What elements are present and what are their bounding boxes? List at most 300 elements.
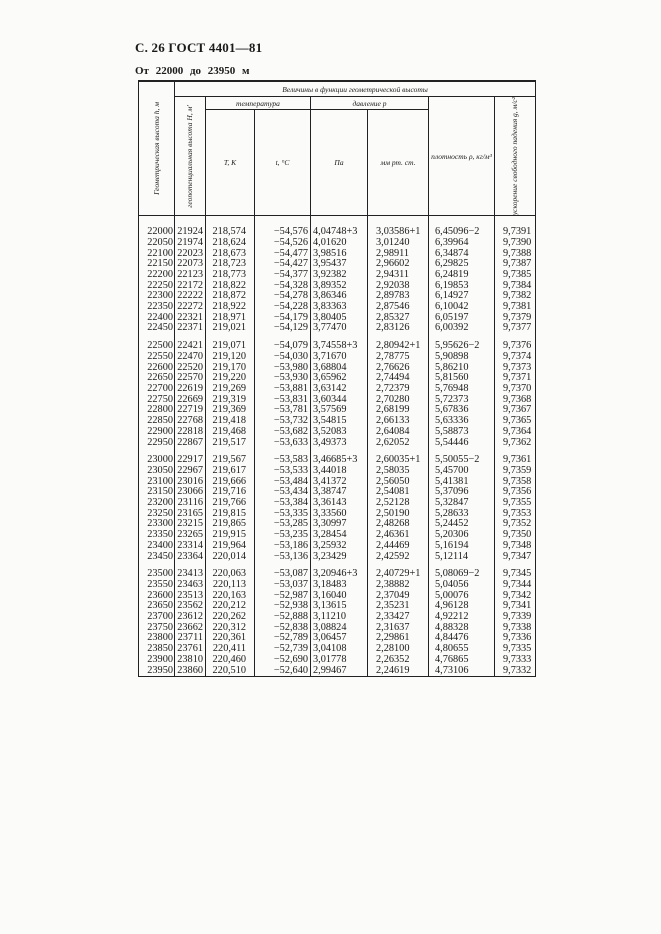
- cell-h: 23700: [139, 612, 175, 623]
- cell-mm: 2,46361: [368, 530, 429, 541]
- cell-pa: 3,71670: [311, 352, 368, 363]
- cell-H: 23066: [175, 487, 206, 498]
- range-title: [135, 65, 254, 77]
- cell-T: 218,822: [206, 281, 255, 292]
- cell-pa: 3,23429: [311, 552, 368, 563]
- table-row: [139, 541, 536, 552]
- cell-t: −53,285: [255, 519, 311, 530]
- cell-T: 219,964: [206, 541, 255, 552]
- cell-T: 219,617: [206, 466, 255, 477]
- cell-mm: 2,37049: [368, 591, 429, 602]
- header-t-unit: t, °С: [255, 110, 311, 216]
- cell-h: 23600: [139, 591, 175, 602]
- table-row: [139, 666, 536, 677]
- cell-rho: 6,00392: [429, 323, 495, 334]
- cell-h: 22550: [139, 352, 175, 363]
- cell-g: 9,7381: [495, 302, 536, 313]
- atmosphere-table: [138, 80, 536, 677]
- cell-mm: 2,35231: [368, 601, 429, 612]
- cell-g: 9,7341: [495, 601, 536, 612]
- cell-mm: 2,50190: [368, 509, 429, 520]
- cell-h: 22800: [139, 405, 175, 416]
- cell-T: 220,163: [206, 591, 255, 602]
- cell-h: 22900: [139, 427, 175, 438]
- cell-t: −53,831: [255, 395, 311, 406]
- cell-rho: 6,10042: [429, 302, 495, 313]
- cell-mm: 2,98911: [368, 249, 429, 260]
- cell-h: 23400: [139, 541, 175, 552]
- cell-mm: 2,38882: [368, 580, 429, 591]
- cell-pa: 3,83363: [311, 302, 368, 313]
- cell-pa: 3,65962: [311, 373, 368, 384]
- cell-t: −53,186: [255, 541, 311, 552]
- cell-pa: 3,46685+3: [311, 455, 368, 466]
- cell-T: 220,014: [206, 552, 255, 563]
- cell-t: −53,434: [255, 487, 311, 498]
- cell-T: 219,815: [206, 509, 255, 520]
- cell-H: 23761: [175, 644, 206, 655]
- cell-pa: 3,41372: [311, 477, 368, 488]
- cell-H: 23662: [175, 623, 206, 634]
- cell-g: 9,7364: [495, 427, 536, 438]
- cell-T: 218,773: [206, 270, 255, 281]
- cell-mm: 2,87546: [368, 302, 429, 313]
- cell-H: 22371: [175, 323, 206, 334]
- cell-T: 220,262: [206, 612, 255, 623]
- cell-g: 9,7368: [495, 395, 536, 406]
- cell-t: −53,583: [255, 455, 311, 466]
- cell-g: 9,7336: [495, 633, 536, 644]
- header-geom-height: Геометрическая высота h, м: [139, 81, 175, 216]
- header-group: Величины в функции геометрической высоты: [175, 81, 536, 97]
- cell-T: 219,865: [206, 519, 255, 530]
- cell-pa: 4,01620: [311, 238, 368, 249]
- cell-h: 22350: [139, 302, 175, 313]
- header-temperature: температура: [206, 97, 311, 110]
- cell-g: 9,7391: [495, 227, 536, 238]
- cell-mm: 2,42592: [368, 552, 429, 563]
- cell-g: 9,7345: [495, 569, 536, 580]
- cell-mm: 2,96602: [368, 259, 429, 270]
- cell-h: 23150: [139, 487, 175, 498]
- cell-mm: 2,33427: [368, 612, 429, 623]
- cell-g: 9,7370: [495, 384, 536, 395]
- cell-g: 9,7385: [495, 270, 536, 281]
- cell-H: 22867: [175, 438, 206, 449]
- cell-h: 23900: [139, 655, 175, 666]
- cell-T: 218,971: [206, 313, 255, 324]
- cell-t: −54,477: [255, 249, 311, 260]
- cell-rho: 5,41381: [429, 477, 495, 488]
- cell-mm: 2,94311: [368, 270, 429, 281]
- cell-mm: 2,60035+1: [368, 455, 429, 466]
- cell-pa: 3,25932: [311, 541, 368, 552]
- cell-t: −53,781: [255, 405, 311, 416]
- cell-mm: 2,72379: [368, 384, 429, 395]
- cell-t: −54,278: [255, 291, 311, 302]
- cell-h: 22000: [139, 227, 175, 238]
- cell-rho: 4,88328: [429, 623, 495, 634]
- cell-mm: 2,92038: [368, 281, 429, 292]
- header-pressure: давление p: [311, 97, 429, 110]
- cell-T: 219,766: [206, 498, 255, 509]
- cell-T: 219,915: [206, 530, 255, 541]
- cell-h: 23000: [139, 455, 175, 466]
- cell-rho: 5,50055−2: [429, 455, 495, 466]
- cell-rho: 5,58873: [429, 427, 495, 438]
- cell-rho: 5,00076: [429, 591, 495, 602]
- cell-h: 23050: [139, 466, 175, 477]
- cell-rho: 5,16194: [429, 541, 495, 552]
- cell-T: 219,567: [206, 455, 255, 466]
- cell-H: 23314: [175, 541, 206, 552]
- cell-rho: 5,81560: [429, 373, 495, 384]
- cell-g: 9,7353: [495, 509, 536, 520]
- cell-H: 22967: [175, 466, 206, 477]
- cell-rho: 5,45700: [429, 466, 495, 477]
- cell-t: −53,682: [255, 427, 311, 438]
- table-row: [139, 238, 536, 249]
- cell-t: −54,079: [255, 341, 311, 352]
- cell-h: 22300: [139, 291, 175, 302]
- cell-rho: 5,67836: [429, 405, 495, 416]
- cell-t: −53,235: [255, 530, 311, 541]
- cell-rho: 6,24819: [429, 270, 495, 281]
- cell-H: 22421: [175, 341, 206, 352]
- cell-rho: 5,24452: [429, 519, 495, 530]
- cell-pa: 3,57569: [311, 405, 368, 416]
- cell-t: −53,335: [255, 509, 311, 520]
- cell-h: 22650: [139, 373, 175, 384]
- cell-pa: 3,11210: [311, 612, 368, 623]
- cell-H: 22123: [175, 270, 206, 281]
- cell-g: 9,7342: [495, 591, 536, 602]
- cell-T: 219,716: [206, 487, 255, 498]
- cell-t: −54,129: [255, 323, 311, 334]
- cell-mm: 2,68199: [368, 405, 429, 416]
- cell-H: 22222: [175, 291, 206, 302]
- cell-t: −53,484: [255, 477, 311, 488]
- cell-rho: 5,08069−2: [429, 569, 495, 580]
- cell-H: 22321: [175, 313, 206, 324]
- cell-H: 22470: [175, 352, 206, 363]
- cell-rho: 6,05197: [429, 313, 495, 324]
- cell-pa: 3,33560: [311, 509, 368, 520]
- cell-H: 23116: [175, 498, 206, 509]
- cell-g: 9,7390: [495, 238, 536, 249]
- cell-g: 9,7332: [495, 666, 536, 677]
- cell-pa: 3,16040: [311, 591, 368, 602]
- cell-pa: 3,06457: [311, 633, 368, 644]
- cell-mm: 3,01240: [368, 238, 429, 249]
- cell-rho: 5,76948: [429, 384, 495, 395]
- cell-H: 22917: [175, 455, 206, 466]
- cell-pa: 3,44018: [311, 466, 368, 477]
- cell-rho: 5,04056: [429, 580, 495, 591]
- cell-rho: 4,76865: [429, 655, 495, 666]
- cell-t: −52,789: [255, 633, 311, 644]
- cell-mm: 2,58035: [368, 466, 429, 477]
- cell-t: −53,037: [255, 580, 311, 591]
- cell-T: 218,673: [206, 249, 255, 260]
- cell-pa: 3,01778: [311, 655, 368, 666]
- cell-rho: 5,90898: [429, 352, 495, 363]
- cell-t: −54,526: [255, 238, 311, 249]
- cell-rho: 4,80655: [429, 644, 495, 655]
- cell-H: 22669: [175, 395, 206, 406]
- cell-pa: 3,38747: [311, 487, 368, 498]
- cell-h: 23800: [139, 633, 175, 644]
- cell-h: 23250: [139, 509, 175, 520]
- cell-g: 9,7344: [495, 580, 536, 591]
- cell-H: 23513: [175, 591, 206, 602]
- cell-pa: 3,52083: [311, 427, 368, 438]
- cell-T: 220,212: [206, 601, 255, 612]
- cell-g: 9,7379: [495, 313, 536, 324]
- cell-rho: 6,29825: [429, 259, 495, 270]
- cell-pa: 3,80405: [311, 313, 368, 324]
- cell-t: −52,888: [255, 612, 311, 623]
- cell-T: 220,411: [206, 644, 255, 655]
- cell-T: 219,120: [206, 352, 255, 363]
- cell-rho: 6,39964: [429, 238, 495, 249]
- cell-h: 22200: [139, 270, 175, 281]
- cell-g: 9,7367: [495, 405, 536, 416]
- cell-h: 22700: [139, 384, 175, 395]
- cell-rho: 5,28633: [429, 509, 495, 520]
- cell-H: 22570: [175, 373, 206, 384]
- cell-g: 9,7339: [495, 612, 536, 623]
- cell-mm: 2,28100: [368, 644, 429, 655]
- cell-H: 22023: [175, 249, 206, 260]
- cell-h: 23450: [139, 552, 175, 563]
- cell-mm: 2,31637: [368, 623, 429, 634]
- cell-rho: 5,72373: [429, 395, 495, 406]
- cell-g: 9,7355: [495, 498, 536, 509]
- cell-T: 220,460: [206, 655, 255, 666]
- cell-g: 9,7338: [495, 623, 536, 634]
- cell-t: −52,690: [255, 655, 311, 666]
- cell-h: 23300: [139, 519, 175, 530]
- cell-pa: 3,20946+3: [311, 569, 368, 580]
- cell-t: −54,179: [255, 313, 311, 324]
- cell-h: 22450: [139, 323, 175, 334]
- header-density: плотность ρ, кг/м³: [429, 97, 495, 216]
- cell-H: 22520: [175, 363, 206, 374]
- cell-H: 23711: [175, 633, 206, 644]
- cell-H: 23165: [175, 509, 206, 520]
- cell-H: 21924: [175, 227, 206, 238]
- cell-rho: 4,84476: [429, 633, 495, 644]
- cell-g: 9,7388: [495, 249, 536, 260]
- cell-rho: 5,37096: [429, 487, 495, 498]
- cell-pa: 3,13615: [311, 601, 368, 612]
- cell-pa: 3,74558+3: [311, 341, 368, 352]
- cell-rho: 5,54446: [429, 438, 495, 449]
- range-from: От: [135, 65, 149, 77]
- cell-g: 9,7333: [495, 655, 536, 666]
- cell-h: 22050: [139, 238, 175, 249]
- cell-mm: 2,78775: [368, 352, 429, 363]
- cell-pa: 3,77470: [311, 323, 368, 334]
- cell-t: −54,427: [255, 259, 311, 270]
- cell-pa: 3,08824: [311, 623, 368, 634]
- cell-pa: 3,18483: [311, 580, 368, 591]
- cell-mm: 2,62052: [368, 438, 429, 449]
- cell-T: 218,872: [206, 291, 255, 302]
- cell-h: 22150: [139, 259, 175, 270]
- cell-h: 22600: [139, 363, 175, 374]
- cell-rho: 4,96128: [429, 601, 495, 612]
- cell-H: 22172: [175, 281, 206, 292]
- range-start: 22000: [155, 65, 184, 77]
- cell-H: 23265: [175, 530, 206, 541]
- cell-t: −54,030: [255, 352, 311, 363]
- cell-H: 23860: [175, 666, 206, 677]
- cell-T: 219,269: [206, 384, 255, 395]
- cell-T: 220,361: [206, 633, 255, 644]
- cell-H: 23215: [175, 519, 206, 530]
- cell-h: 22850: [139, 416, 175, 427]
- cell-rho: 5,63336: [429, 416, 495, 427]
- cell-h: 23200: [139, 498, 175, 509]
- cell-t: −53,881: [255, 384, 311, 395]
- cell-g: 9,7373: [495, 363, 536, 374]
- header-T-unit: T, К: [206, 110, 255, 216]
- cell-t: −54,228: [255, 302, 311, 313]
- cell-T: 220,510: [206, 666, 255, 677]
- cell-t: −52,987: [255, 591, 311, 602]
- cell-T: 219,071: [206, 341, 255, 352]
- page-header: С. 26 ГОСТ 4401—81: [135, 40, 263, 55]
- cell-h: 23850: [139, 644, 175, 655]
- cell-H: 23016: [175, 477, 206, 488]
- cell-H: 22768: [175, 416, 206, 427]
- range-end: 23950: [207, 65, 236, 77]
- table-row: [139, 427, 536, 438]
- cell-t: −53,136: [255, 552, 311, 563]
- cell-rho: 6,34874: [429, 249, 495, 260]
- cell-g: 9,7377: [495, 323, 536, 334]
- cell-mm: 3,03586+1: [368, 227, 429, 238]
- cell-T: 218,723: [206, 259, 255, 270]
- cell-mm: 2,64084: [368, 427, 429, 438]
- cell-pa: 3,95437: [311, 259, 368, 270]
- cell-pa: 3,98516: [311, 249, 368, 260]
- table-row: [139, 323, 536, 334]
- cell-pa: 3,92382: [311, 270, 368, 281]
- cell-pa: 3,49373: [311, 438, 368, 449]
- cell-H: 22272: [175, 302, 206, 313]
- cell-rho: 5,12114: [429, 552, 495, 563]
- cell-g: 9,7376: [495, 341, 536, 352]
- cell-mm: 2,66133: [368, 416, 429, 427]
- cell-g: 9,7359: [495, 466, 536, 477]
- cell-h: 22500: [139, 341, 175, 352]
- cell-t: −53,732: [255, 416, 311, 427]
- table-row: [139, 552, 536, 563]
- cell-H: 23810: [175, 655, 206, 666]
- cell-t: −53,633: [255, 438, 311, 449]
- cell-T: 219,666: [206, 477, 255, 488]
- cell-mm: 2,24619: [368, 666, 429, 677]
- cell-pa: 2,99467: [311, 666, 368, 677]
- table-body: [139, 216, 536, 677]
- cell-g: 9,7374: [495, 352, 536, 363]
- cell-mm: 2,70280: [368, 395, 429, 406]
- cell-T: 219,220: [206, 373, 255, 384]
- cell-mm: 2,44469: [368, 541, 429, 552]
- cell-h: 23750: [139, 623, 175, 634]
- range-to: до: [189, 65, 202, 77]
- header-pa-unit: Па: [311, 110, 368, 216]
- cell-g: 9,7352: [495, 519, 536, 530]
- cell-mm: 2,29861: [368, 633, 429, 644]
- cell-t: −54,576: [255, 227, 311, 238]
- cell-h: 23950: [139, 666, 175, 677]
- table-row: [139, 352, 536, 363]
- cell-H: 23364: [175, 552, 206, 563]
- header-mm-unit: мм рт. ст.: [368, 110, 429, 216]
- cell-h: 22250: [139, 281, 175, 292]
- cell-H: 22619: [175, 384, 206, 395]
- cell-H: 23612: [175, 612, 206, 623]
- cell-rho: 6,45096−2: [429, 227, 495, 238]
- cell-mm: 2,56050: [368, 477, 429, 488]
- cell-h: 23350: [139, 530, 175, 541]
- cell-mm: 2,54081: [368, 487, 429, 498]
- cell-T: 219,517: [206, 438, 255, 449]
- header-gravity: ускорение свободного падения g, м/с²: [495, 97, 536, 216]
- cell-mm: 2,26352: [368, 655, 429, 666]
- cell-T: 218,624: [206, 238, 255, 249]
- cell-rho: 4,92212: [429, 612, 495, 623]
- cell-g: 9,7361: [495, 455, 536, 466]
- cell-pa: 3,60344: [311, 395, 368, 406]
- cell-g: 9,7350: [495, 530, 536, 541]
- cell-g: 9,7362: [495, 438, 536, 449]
- cell-t: −53,980: [255, 363, 311, 374]
- cell-t: −52,938: [255, 601, 311, 612]
- cell-T: 220,113: [206, 580, 255, 591]
- cell-t: −53,930: [255, 373, 311, 384]
- cell-mm: 2,40729+1: [368, 569, 429, 580]
- cell-mm: 2,74494: [368, 373, 429, 384]
- cell-t: −54,377: [255, 270, 311, 281]
- cell-rho: 5,95626−2: [429, 341, 495, 352]
- cell-mm: 2,48268: [368, 519, 429, 530]
- cell-t: −53,384: [255, 498, 311, 509]
- cell-T: 218,922: [206, 302, 255, 313]
- cell-h: 22400: [139, 313, 175, 324]
- cell-g: 9,7384: [495, 281, 536, 292]
- cell-t: −52,838: [255, 623, 311, 634]
- cell-H: 22719: [175, 405, 206, 416]
- cell-T: 218,574: [206, 227, 255, 238]
- range-unit: м: [242, 65, 250, 77]
- cell-h: 22950: [139, 438, 175, 449]
- cell-h: 22750: [139, 395, 175, 406]
- cell-g: 9,7335: [495, 644, 536, 655]
- cell-H: 22073: [175, 259, 206, 270]
- cell-mm: 2,76626: [368, 363, 429, 374]
- cell-g: 9,7356: [495, 487, 536, 498]
- cell-h: 23100: [139, 477, 175, 488]
- header-geopot-height: геопотенциальная высота H, м': [175, 97, 206, 216]
- cell-rho: 6,14927: [429, 291, 495, 302]
- cell-pa: 3,54815: [311, 416, 368, 427]
- cell-pa: 3,68804: [311, 363, 368, 374]
